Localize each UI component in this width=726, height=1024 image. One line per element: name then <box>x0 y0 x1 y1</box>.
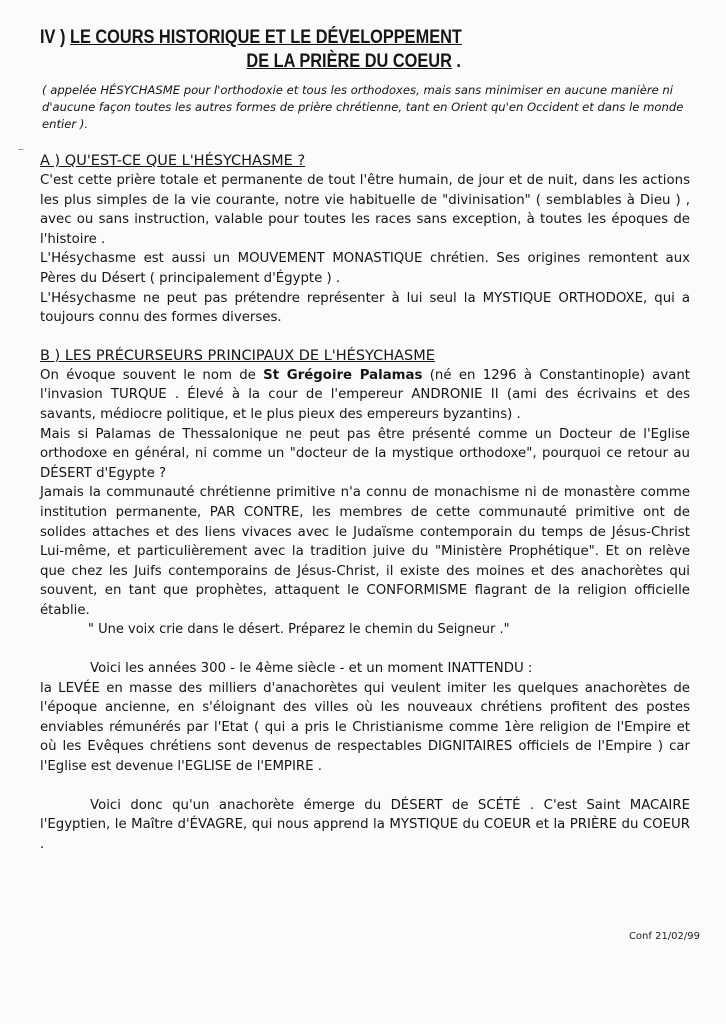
section-a-paragraph-1: C'est cette prière totale et permanente de tout l'être humain, de jour et de nuit, dans les actions les plus simples de la vie courante, notre vie habituelle de "divinisation" ( semblables à Dieu ) , avec ou sans instruction, valable pour toutes les races sans exception, à toutes les époques de l'histoire . <box>40 173 690 247</box>
section-a-heading: A ) QU'EST-CE QUE L'HÉSYCHASME ? <box>40 153 306 169</box>
title-line-1 <box>40 26 599 50</box>
section-b-paragraph-5: Voici donc qu'un anachorète émerge du DÉSERT de SCÉTÉ . C'est Saint MACAIRE l'Egyptien, le Maître d'ÉVAGRE, qui nous apprend la MYSTIQUE du COEUR et la PRIÈRE du COEUR . <box>40 797 690 852</box>
section-b-paragraph-2: Mais si Palamas de Thessalonique ne peut pas être présenté comme un Docteur de l'Eglise orthodoxe en général, ni comme un "docteur de la mystique orthodoxe", pourquoi ce retour au DÉSERT d'Egypte ? <box>40 426 690 481</box>
intro-note: ( appelée HÉSYCHASME pour l'orthodoxie et tous les orthodoxes, mais sans minimiser en aucune manière ni d'aucune façon toutes les autres formes de prière chrétienne, tant en Orient qu'en Occident et dans le monde entier ). <box>42 83 684 131</box>
title-number: IV ) <box>40 27 66 48</box>
title-line-2 <box>40 50 599 74</box>
section-a-paragraph-3: L'Hésychasme ne peut pas prétendre représenter à lui seul la MYSTIQUE ORTHODOXE, qui a toujours connu des formes diverses. <box>40 290 690 326</box>
section-b-paragraph-1 <box>40 366 690 425</box>
title-end: . <box>451 51 461 72</box>
palamas-name: St Grégoire Palamas <box>263 367 423 383</box>
p1-pre: On évoque souvent le nom de <box>40 367 264 383</box>
margin-mark: – <box>18 142 24 156</box>
section-b-heading: B ) LES PRÉCURSEURS PRINCIPAUX DE L'HÉSYCHASME <box>40 347 435 364</box>
section-b-paragraph-4-lead: Voici les années 300 - le 4ème siècle - et un moment INATTENDU : <box>90 661 533 677</box>
title-text-2: DE LA PRIÈRE DU COEUR <box>246 51 452 72</box>
document-page <box>40 26 690 854</box>
p1-post: (né en 1296 à Constantinople) avant l'invasion TURQUE . Élevé à la cour de l'empereur ANDRONIE II (ami des écrivains et des savants, médiocre politique, et le plus pieux des empereurs byzantins) . <box>40 367 690 422</box>
conference-date: Conf 21/02/99 <box>628 931 700 942</box>
section-a-paragraph-2: L'Hésychasme est aussi un MOUVEMENT MONASTIQUE chrétien. Ses origines remontent aux Pères du Désert ( principalement d'Égypte ) . <box>40 251 690 286</box>
title-text-1: LE COURS HISTORIQUE ET LE DÉVELOPPEMENT <box>69 27 462 48</box>
scripture-quote: " Une voix crie dans le désert. Préparez le chemin du Seigneur ." <box>88 622 510 638</box>
section-b-paragraph-4: la LEVÉE en masse des milliers d'anachorètes qui veulent imiter les quelques anachorètes de l'époque ancienne, en s'éloignant des villes où les nouveaux chrétiens profitent des postes enviables rémunérés par l'Etat ( qui a pris le Christianisme comme 1ère religion de l'Empire et où les Evêques chrétiens sont devenus de respectables DIGNITAIRES officiels de l'Empire ) car l'Eglise est devenue l'EGLISE de l'EMPIRE . <box>40 680 690 775</box>
section-b-paragraph-3: Jamais la communauté chrétienne primitive n'a connu de monachisme ni de monastère comme institution permanente, PAR CONTRE, les membres de cette communauté primitive ont de solides attaches et des liens vivaces avec le Judaïsme contemporain du temps de Jésus-Christ Lui-même, et particulièrement avec la tradition juive du "Ministère Prophétique". Et on relève que chez les Juifs contemporains de Jésus-Christ, il existe des moines et des anachorètes qui souvent, en tant que prophètes, attaquent le CONFORMISME flagrant de la religion officielle établie. <box>40 485 690 618</box>
document-title <box>40 26 599 74</box>
spacer <box>40 777 690 796</box>
spacer <box>40 640 690 659</box>
